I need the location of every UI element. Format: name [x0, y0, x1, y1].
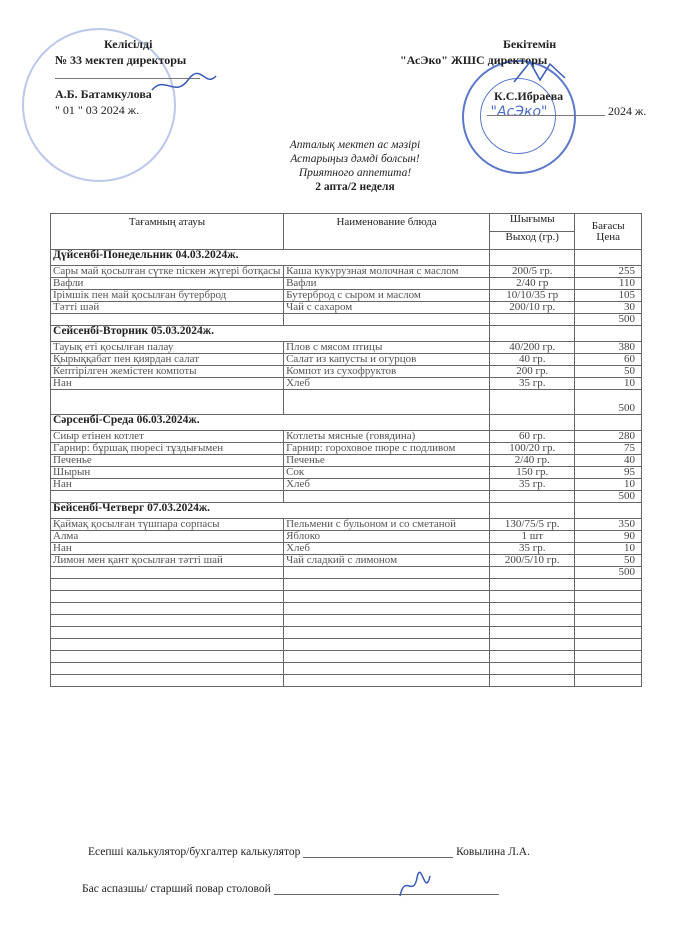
- menu-row: [51, 366, 642, 378]
- dish-price: 50: [575, 555, 642, 567]
- menu-row: [51, 455, 642, 467]
- empty-row: [51, 675, 642, 687]
- day-total: 500: [575, 567, 642, 579]
- empty-cell: [51, 627, 284, 639]
- empty-cell: [284, 390, 490, 415]
- empty-cell: [490, 615, 575, 627]
- empty-cell: [490, 314, 575, 326]
- day-total: 500: [575, 390, 642, 415]
- empty-cell: [490, 603, 575, 615]
- dish-yield: 35 гр.: [490, 479, 575, 491]
- dish-yield: 35 гр.: [490, 378, 575, 390]
- dish-price: 10: [575, 479, 642, 491]
- empty-cell: [284, 567, 490, 579]
- empty-cell: [284, 639, 490, 651]
- right-signature-mark: [510, 58, 570, 88]
- header-name-kz: Тағамның атауы: [51, 214, 284, 250]
- empty-row: [51, 615, 642, 627]
- menu-row: [51, 266, 642, 278]
- empty-cell: [51, 603, 284, 615]
- dish-price: 105: [575, 290, 642, 302]
- empty-cell: [575, 675, 642, 687]
- dish-name-ru: Салат из капусты и огурцов: [284, 354, 490, 366]
- empty-cell: [490, 579, 575, 591]
- dish-name-kz: Кептірілген жемістен компоты: [51, 366, 284, 378]
- dish-yield: 2/40 гр: [490, 278, 575, 290]
- empty-cell: [575, 663, 642, 675]
- left-position: № 33 мектеп директоры: [55, 53, 187, 67]
- dish-name-ru: Каша кукурузная молочная с маслом: [284, 266, 490, 278]
- dish-name-ru: Печенье: [284, 455, 490, 467]
- title-line-3: Приятного аппетита!: [298, 167, 412, 179]
- dish-name-ru: Вафли: [284, 278, 490, 290]
- left-approved-label: Келісілді: [104, 37, 153, 51]
- empty-cell: [51, 314, 284, 326]
- empty-cell: [51, 591, 284, 603]
- empty-cell: [284, 491, 490, 503]
- day-title: Бейсенбі-Четверг 07.03.2024ж.: [51, 503, 490, 519]
- dish-name-kz: Гарнир: бұршақ пюресі тұздығымен: [51, 443, 284, 455]
- empty-cell: [490, 627, 575, 639]
- dish-name-ru: Хлеб: [284, 378, 490, 390]
- stamp-text: "АсЭко": [490, 104, 548, 120]
- menu-row: [51, 467, 642, 479]
- dish-name-kz: Печенье: [51, 455, 284, 467]
- dish-price: 10: [575, 543, 642, 555]
- empty-cell: [51, 567, 284, 579]
- dish-yield: 1 шт: [490, 531, 575, 543]
- dish-price: 90: [575, 531, 642, 543]
- dish-name-ru: Гарнир: гороховое пюре с подливом: [284, 443, 490, 455]
- empty-cell: [490, 415, 575, 431]
- dish-yield: 100/20 гр.: [490, 443, 575, 455]
- left-signature-mark: [150, 70, 220, 100]
- menu-row: [51, 519, 642, 531]
- empty-cell: [575, 326, 642, 342]
- empty-cell: [51, 390, 284, 415]
- day-header-row: [51, 415, 642, 431]
- dish-name-kz: Лимон мен қант қосылған тәтті шай: [51, 555, 284, 567]
- empty-cell: [284, 579, 490, 591]
- chef-label: Бас аспазшы/ старший повар столовой: [82, 883, 271, 895]
- empty-cell: [51, 663, 284, 675]
- dish-name-kz: Сиыр етінен котлет: [51, 431, 284, 443]
- empty-cell: [490, 675, 575, 687]
- dish-price: 110: [575, 278, 642, 290]
- empty-row: [51, 651, 642, 663]
- menu-row: [51, 479, 642, 491]
- empty-row: [51, 579, 642, 591]
- dish-name-ru: Котлеты мясные (говядина): [284, 431, 490, 443]
- empty-cell: [490, 591, 575, 603]
- day-title: Сейсенбі-Вторник 05.03.2024ж.: [51, 326, 490, 342]
- header-price-ru: Цена: [596, 230, 620, 243]
- title-line-1: Апталық мектеп ас мәзірі: [289, 139, 421, 151]
- dish-yield: 200/5 гр.: [490, 266, 575, 278]
- empty-cell: [575, 591, 642, 603]
- empty-cell: [284, 627, 490, 639]
- empty-cell: [490, 639, 575, 651]
- empty-cell: [490, 390, 575, 415]
- dish-yield: 35 гр.: [490, 543, 575, 555]
- dish-name-ru: Чай сладкий с лимоном: [284, 555, 490, 567]
- dish-yield: 150 гр.: [490, 467, 575, 479]
- dish-yield: 10/10/35 гр: [490, 290, 575, 302]
- empty-row: [51, 603, 642, 615]
- menu-row: [51, 531, 642, 543]
- menu-row: [51, 555, 642, 567]
- accountant-line: [303, 857, 453, 858]
- empty-cell: [284, 675, 490, 687]
- empty-cell: [490, 250, 575, 266]
- empty-row: [51, 663, 642, 675]
- dish-name-kz: Шырын: [51, 467, 284, 479]
- right-date: 2024 ж.: [608, 104, 647, 118]
- header-yield-kz: Шығымы: [490, 214, 575, 232]
- menu-table: [50, 213, 642, 687]
- left-name: А.Б. Батамкулова: [55, 87, 152, 101]
- menu-row: [51, 378, 642, 390]
- right-date-line: [487, 115, 605, 116]
- empty-cell: [284, 314, 490, 326]
- dish-name-ru: Яблоко: [284, 531, 490, 543]
- right-position: "АсЭко" ЖШС директоры: [400, 53, 548, 67]
- empty-cell: [51, 615, 284, 627]
- dish-name-kz: Вафли: [51, 278, 284, 290]
- dish-price: 10: [575, 378, 642, 390]
- empty-cell: [490, 567, 575, 579]
- dish-name-kz: Нан: [51, 378, 284, 390]
- empty-cell: [284, 663, 490, 675]
- dish-price: 75: [575, 443, 642, 455]
- dish-name-kz: Алма: [51, 531, 284, 543]
- header-yield-ru: Выход (гр.): [490, 232, 575, 250]
- empty-cell: [490, 663, 575, 675]
- accountant-name: Ковылина Л.А.: [456, 846, 530, 858]
- dish-price: 95: [575, 467, 642, 479]
- dish-name-ru: Компот из сухофруктов: [284, 366, 490, 378]
- dish-name-kz: Қырыққабат пен қиярдан салат: [51, 354, 284, 366]
- dish-name-ru: Хлеб: [284, 479, 490, 491]
- day-title: Сәрсенбі-Среда 06.03.2024ж.: [51, 415, 490, 431]
- dish-yield: 200 гр.: [490, 366, 575, 378]
- empty-cell: [490, 651, 575, 663]
- dish-name-kz: Тәтті шәй: [51, 302, 284, 314]
- day-title: Дүйсенбі-Понедельник 04.03.2024ж.: [51, 250, 490, 266]
- empty-cell: [51, 579, 284, 591]
- dish-name-ru: Чай с сахаром: [284, 302, 490, 314]
- dish-yield: 200/10 гр.: [490, 302, 575, 314]
- empty-cell: [51, 675, 284, 687]
- menu-title-block: [230, 138, 480, 194]
- menu-row: [51, 278, 642, 290]
- empty-cell: [575, 250, 642, 266]
- empty-cell: [490, 503, 575, 519]
- header-price: [575, 214, 642, 250]
- total-row: [51, 567, 642, 579]
- dish-price: 280: [575, 431, 642, 443]
- empty-cell: [575, 603, 642, 615]
- dish-yield: 200/5/10 гр.: [490, 555, 575, 567]
- dish-price: 50: [575, 366, 642, 378]
- dish-yield: 130/75/5 гр.: [490, 519, 575, 531]
- dish-yield: 60 гр.: [490, 431, 575, 443]
- right-approved-label: Бекітемін: [503, 37, 557, 51]
- dish-price: 60: [575, 354, 642, 366]
- menu-row: [51, 290, 642, 302]
- dish-yield: 40 гр.: [490, 354, 575, 366]
- empty-cell: [575, 615, 642, 627]
- dish-name-kz: Қаймақ қосылған түшпара сорпасы: [51, 519, 284, 531]
- dish-name-ru: Сок: [284, 467, 490, 479]
- accountant-label: Есепші калькулятор/бухгалтер калькулятор: [88, 846, 301, 858]
- header-name-ru: Наименование блюда: [284, 214, 490, 250]
- empty-cell: [51, 491, 284, 503]
- empty-cell: [575, 639, 642, 651]
- empty-cell: [575, 627, 642, 639]
- empty-cell: [284, 615, 490, 627]
- day-total: 500: [575, 491, 642, 503]
- dish-price: 380: [575, 342, 642, 354]
- empty-cell: [284, 603, 490, 615]
- dish-price: 350: [575, 519, 642, 531]
- dish-name-kz: Нан: [51, 543, 284, 555]
- dish-yield: 2/40 гр.: [490, 455, 575, 467]
- dish-name-ru: Пельмени с бульоном и со сметаной: [284, 519, 490, 531]
- dish-name-ru: Плов с мясом птицы: [284, 342, 490, 354]
- right-name: К.С.Ибраева: [494, 89, 564, 103]
- dish-yield: 40/200 гр.: [490, 342, 575, 354]
- dish-name-ru: Бутерброд с сыром и маслом: [284, 290, 490, 302]
- dish-name-kz: Тауық еті қосылған палау: [51, 342, 284, 354]
- empty-cell: [284, 591, 490, 603]
- empty-cell: [575, 651, 642, 663]
- dish-name-kz: Нан: [51, 479, 284, 491]
- title-line-2: Астарыңыз дәмді болсын!: [290, 153, 420, 165]
- dish-name-ru: Хлеб: [284, 543, 490, 555]
- chef-signature: [82, 883, 499, 895]
- chef-line: [274, 894, 499, 895]
- menu-row: [51, 354, 642, 366]
- empty-cell: [575, 415, 642, 431]
- dish-price: 30: [575, 302, 642, 314]
- empty-row: [51, 591, 642, 603]
- total-row: [51, 314, 642, 326]
- accountant-signature: [88, 846, 530, 858]
- header-price-kz: Бағасы: [591, 219, 625, 232]
- title-line-4: 2 апта/2 неделя: [315, 181, 395, 193]
- empty-cell: [51, 651, 284, 663]
- menu-row: [51, 302, 642, 314]
- empty-row: [51, 627, 642, 639]
- dish-name-kz: Ірімшік пен май қосылған бутерброд: [51, 290, 284, 302]
- day-header-row: [51, 503, 642, 519]
- empty-cell: [575, 503, 642, 519]
- dish-name-kz: Сары май қосылған сүтке піскен жүгері ботқасы: [51, 266, 284, 278]
- empty-cell: [51, 639, 284, 651]
- empty-cell: [490, 491, 575, 503]
- empty-row: [51, 639, 642, 651]
- dish-price: 40: [575, 455, 642, 467]
- dish-price: 255: [575, 266, 642, 278]
- menu-row: [51, 342, 642, 354]
- empty-cell: [575, 579, 642, 591]
- day-header-row: [51, 250, 642, 266]
- total-row: [51, 390, 642, 415]
- left-date: " 01 " 03 2024 ж.: [55, 103, 140, 117]
- day-header-row: [51, 326, 642, 342]
- empty-cell: [490, 326, 575, 342]
- menu-row: [51, 431, 642, 443]
- chef-signature-mark: [395, 868, 435, 908]
- day-total: 500: [575, 314, 642, 326]
- total-row: [51, 491, 642, 503]
- menu-row: [51, 443, 642, 455]
- empty-cell: [284, 651, 490, 663]
- menu-row: [51, 543, 642, 555]
